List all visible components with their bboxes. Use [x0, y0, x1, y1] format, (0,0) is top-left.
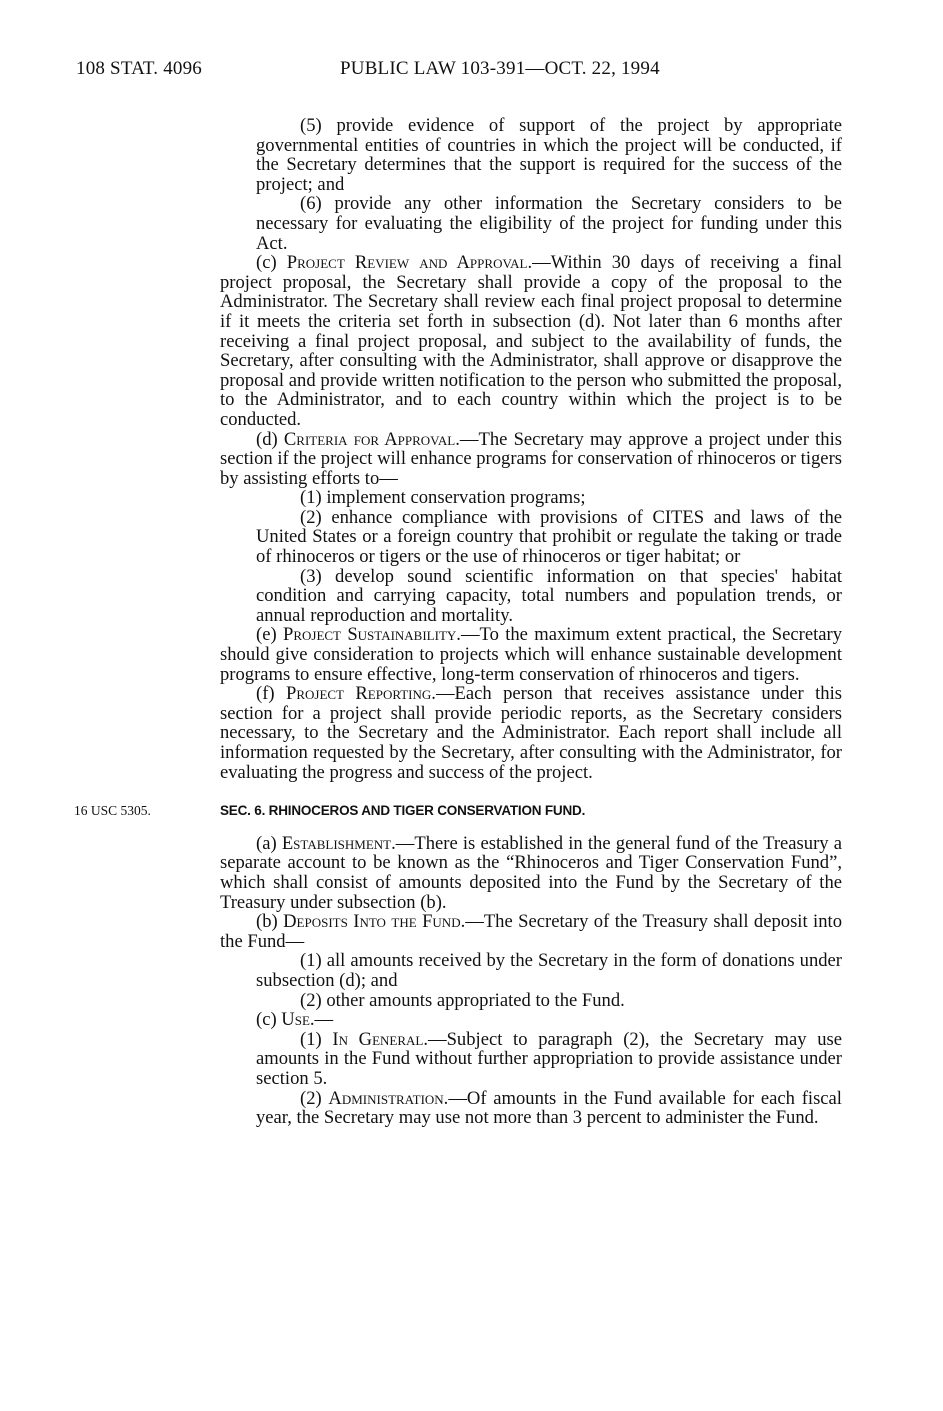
subsection-heading: Use. — [281, 1009, 315, 1031]
subsection-heading: Criteria for Approval. — [283, 428, 460, 450]
subsection-label: (a) — [256, 832, 282, 854]
usc-margin-citation: 16 USC 5305. — [74, 803, 151, 819]
paragraph-c1-in-general — [220, 1030, 842, 1089]
subsection-a-establishment — [220, 834, 842, 912]
paragraph-c2-administration — [220, 1089, 842, 1128]
paragraph-heading: Administration. — [328, 1087, 449, 1109]
subsection-text: —The Secretary of the Treasury shall deposit into the Fund— — [220, 911, 842, 952]
paragraph-text: —Of amounts in the Fund available for each fiscal year, the Secretary may use not more than 3 percent to administer the Fund. — [256, 1087, 842, 1129]
public-law-reference: PUBLIC LAW 103-391—OCT. 22, 1994 — [340, 58, 660, 79]
paragraph-b2: (2) other amounts appropriated to the Fund. — [300, 989, 625, 1011]
subsection-c-use — [220, 1010, 842, 1030]
running-header — [76, 58, 856, 88]
subsection-label: (c) — [256, 1009, 282, 1031]
paragraph-6: (6) provide any other information the Secretary considers to be necessary for evaluating the eligibility of the project for funding under this Act. — [256, 193, 842, 254]
paragraph-d3: (3) develop sound scientific information on that species' habitat condition and carrying capacity, total numbers and population trends, or annual reproduction and mortality. — [256, 565, 842, 626]
section-heading: SEC. 6. RHINOCEROS AND TIGER CONSERVATION FUND. — [220, 803, 586, 819]
subsection-text: —Within 30 days of receiving a final project proposal, the Secretary shall provide a copy of the proposal to the Administrator. The Secretary shall review each final project proposal to determine if it meets the criteria set forth in subsection (d). Not later than 6 months after receiving a final project proposal, and subject to the availability of funds, the Secretary, after consulting with the Administrator, shall approve or disapprove the proposal and provide written notification to the person who submitted the proposal, to the Administrator, and to each country within which the project is to be conducted. — [220, 252, 842, 430]
subsection-text: —There is established in the general fund of the Treasury a separate account to be known as the “Rhinoceros and Tiger Conservation Fund”, which shall consist of amounts deposited into the Fund by the Secretary of the Treasury under subsection (b). — [220, 832, 842, 913]
subsection-text: —The Secretary may approve a project under this section if the project will enhance programs for conservation of rhinoceros or tigers by assisting efforts to— — [220, 428, 842, 489]
subsection-b-deposits — [220, 912, 842, 951]
paragraph-text: —Subject to paragraph (2), the Secretary may use amounts in the Fund without further appropriation to provide assistance under section 5. — [256, 1028, 842, 1089]
paragraph-label: (1) — [300, 1028, 333, 1050]
stat-page-reference: 108 STAT. 4096 — [76, 58, 203, 79]
subsection-e-sustainability — [220, 625, 842, 684]
subsection-label: (c) — [256, 252, 287, 274]
paragraph-d2: (2) enhance compliance with provisions of CITES and laws of the United States or a foreign country that prohibit or regulate the taking or trade of rhinoceros or tigers or the use of rhinoceros or tiger habitat; or — [256, 506, 842, 568]
section-6-heading-row — [74, 800, 842, 821]
subsection-heading: Project Review and Approval. — [286, 252, 533, 274]
subsection-heading: Establishment. — [281, 832, 396, 854]
paragraph-heading: In General. — [332, 1028, 428, 1050]
statute-body — [74, 115, 842, 1129]
subsection-label: (e) — [256, 624, 283, 646]
subsection-dash: — — [314, 1009, 334, 1031]
subsection-label: (b) — [256, 911, 284, 933]
subsection-text: —To the maximum extent practical, the Secretary should give consideration to projects which will enhance sustainable development programs to ensure effective, long-term conservation of rhinoceros and tigers. — [220, 624, 842, 685]
subsection-c-project-review — [220, 253, 842, 429]
paragraph-5: (5) provide evidence of support of the project by appropriate governmental entities of countries in which the project will be conducted, if the Secretary determines that the support is required for the success of the project; and — [256, 115, 842, 195]
subsection-heading: Project Reporting. — [285, 683, 436, 705]
subsection-label: (d) — [256, 428, 284, 450]
subsection-text: —Each person that receives assistance under this section for a project shall provide periodic reports, as the Secretary considers necessary, to the Secretary and the Administrator. Each report shall include all information requested by the Secretary, after consulting with the Administrator, for evaluating the progress and success of the project. — [220, 683, 842, 783]
subsection-heading: Deposits Into the Fund. — [283, 911, 466, 933]
subsection-f-reporting — [220, 684, 842, 782]
paragraph-b1: (1) all amounts received by the Secretary in the form of donations under subsection (d); and — [256, 950, 842, 991]
subsection-d-criteria — [220, 430, 842, 489]
paragraph-d1: (1) implement conservation programs; — [300, 487, 586, 509]
subsection-label: (f) — [256, 683, 286, 705]
subsection-heading: Project Sustainability. — [282, 624, 461, 646]
paragraph-label: (2) — [300, 1087, 329, 1109]
